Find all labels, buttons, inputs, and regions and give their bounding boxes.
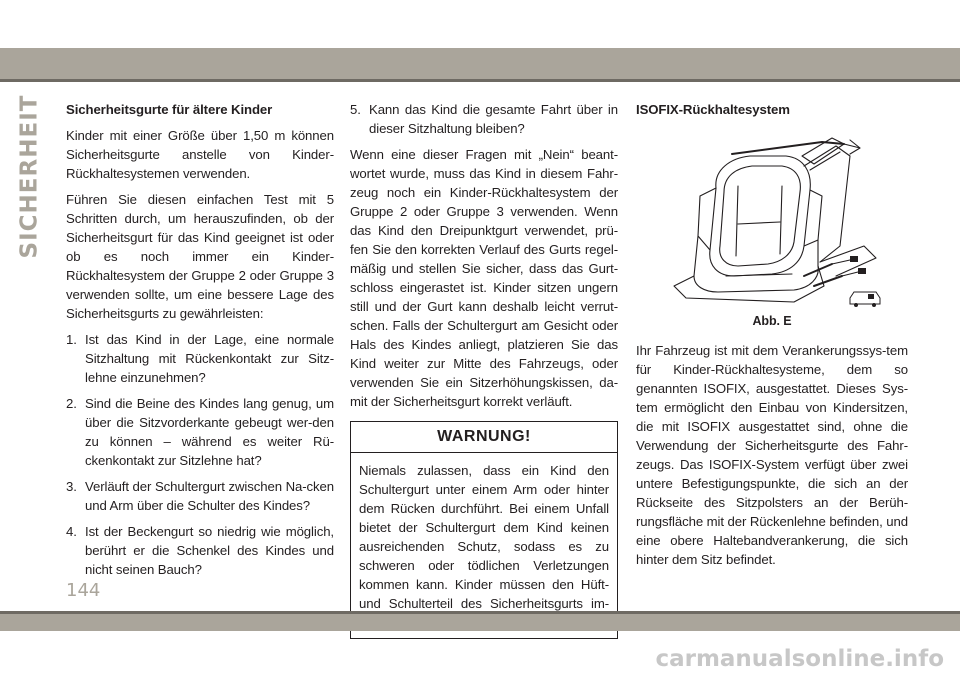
step-number: 3. <box>66 479 77 494</box>
watermark: carmanualsonline.info <box>655 646 944 672</box>
paragraph-isofix-description: Ihr Fahrzeug ist mit dem Verankerungssys-tem für Kinder-Rückhaltesysteme, dem so genannten ISOFIX, ausgestattet. Dieses Sys-tem ermöglicht den Einbau von Kindersitzen, die mit ISOFIX ausgestattet sind, ohne die Verwendung der Sicherheitsgurte des Fahr-zeugs. Das ISOFIX-System verfügt über zwei untere Befestigungspunkte, die sich an der Rückseite des Sitzpolsters an der Berüh-rungsfläche mit der Rückenlehne befinden, und eine obere Haltebandverankerung, die sich hinter dem Sitz befindet. <box>636 343 908 567</box>
test-step-1 <box>66 330 334 387</box>
step-number: 4. <box>66 524 77 539</box>
warning-box <box>350 421 618 639</box>
section-side-tab <box>8 96 52 256</box>
paragraph-belt-guidance: Wenn eine dieser Fragen mit „Nein“ beant-wortet wurde, muss das Kind in diesem Fahr-zeug noch ein Kinder-Rückhaltesystem der Gruppe 2 oder Gruppe 3 verwenden. Wenn das Kind den Dreipunktgurt verwendet, prü-fen Sie den korrekten Verlauf des Gurts regel-mäßig und stellen Sie sicher, dass das Gurt-schloss eingerastet ist. Kinder sitzen ungern still und der Gurt kann deshalb leicht verrut-schen. Falls der Schultergurt am Gesicht oder Hals des Kindes anliegt, platzieren Sie das Kind weiter zur Mitte des Fahrzeugs, oder verwenden Sie ein Sitzerhöhungskissen, da-mit der Sicherheitsgurt korrekt verläuft. <box>350 147 618 409</box>
step-text: Ist der Beckengurt so niedrig wie möglich, berührt er die Schenkel des Kindes und nicht seinen Bauch? <box>85 524 334 577</box>
step-text: Kann das Kind die gesamte Fahrt über in dieser Sitzhaltung bleiben? <box>369 102 618 136</box>
figure-caption: Abb. E <box>752 314 792 328</box>
child-seat-illustration <box>654 126 890 312</box>
test-steps-list <box>66 330 334 579</box>
figure-isofix-child-seat <box>636 126 908 312</box>
section-side-tab-label: SICHERHEIT <box>16 94 43 258</box>
step-text: Verläuft der Schultergurt zwischen Na-cken und Arm über die Schulter des Kindes? <box>85 479 334 513</box>
step-number: 5. <box>350 102 361 117</box>
test-step-5 <box>350 100 618 138</box>
step-number: 1. <box>66 332 77 347</box>
header-band <box>0 48 960 79</box>
footer-band <box>0 614 960 631</box>
vehicle-locator-icon <box>850 292 880 307</box>
page-number: 144 <box>66 580 101 601</box>
section-heading-isofix: ISOFIX-Rückhaltesystem <box>636 102 790 117</box>
column-right <box>636 100 908 576</box>
step-number: 2. <box>66 396 77 411</box>
warning-text: Niemals zulassen, dass ein Kind den Schultergurt unter einem Arm oder hinter dem Rücken durchführt. Bei einem Unfall bietet der Schultergurt dem Kind keinen ausreichenden Schutz, sodass es zu schweren oder tödlichen Verletzungen kommen kann. Kinder müssen den Hüft- und Schulterteil des Sicherheitsgurts im- <box>359 463 609 611</box>
test-steps-list-continued <box>350 100 618 138</box>
header-band-rule <box>0 79 960 82</box>
section-heading-older-children: Sicherheitsgurte für ältere Kinder <box>66 102 273 117</box>
paragraph-height-rule: Kinder mit einer Größe über 1,50 m können Sicherheitsgurte anstelle von Kinder-Rückhaltesystemen verwenden. <box>66 128 334 181</box>
step-text: Ist das Kind in der Lage, eine normale Sitzhaltung mit Rückenkontakt zur Sitz-lehne einzunehmen? <box>85 332 334 385</box>
test-step-3 <box>66 477 334 515</box>
warning-title: WARNUNG! <box>351 422 617 453</box>
paragraph-five-step-test: Führen Sie diesen einfachen Test mit 5 Schritten durch, um herauszufinden, ob der Sicherheitsgurt für das Kind geeignet ist oder ob es noch immer ein Kinder-Rückhaltesystem der Gruppe 2 oder Gruppe 3 verwenden sollte, um eine bessere Lage des Sicherheitsgurts zu gewährleisten: <box>66 192 334 321</box>
column-left <box>66 100 334 586</box>
step-text: Sind die Beine des Kindes lang genug, um über die Sitzvorderkante gebeugt wer-den zu können – während es weiter Rü-ckenkontakt zur Sitzlehne hat? <box>85 396 334 468</box>
test-step-2 <box>66 394 334 470</box>
test-step-4 <box>66 522 334 579</box>
column-middle <box>350 100 618 639</box>
